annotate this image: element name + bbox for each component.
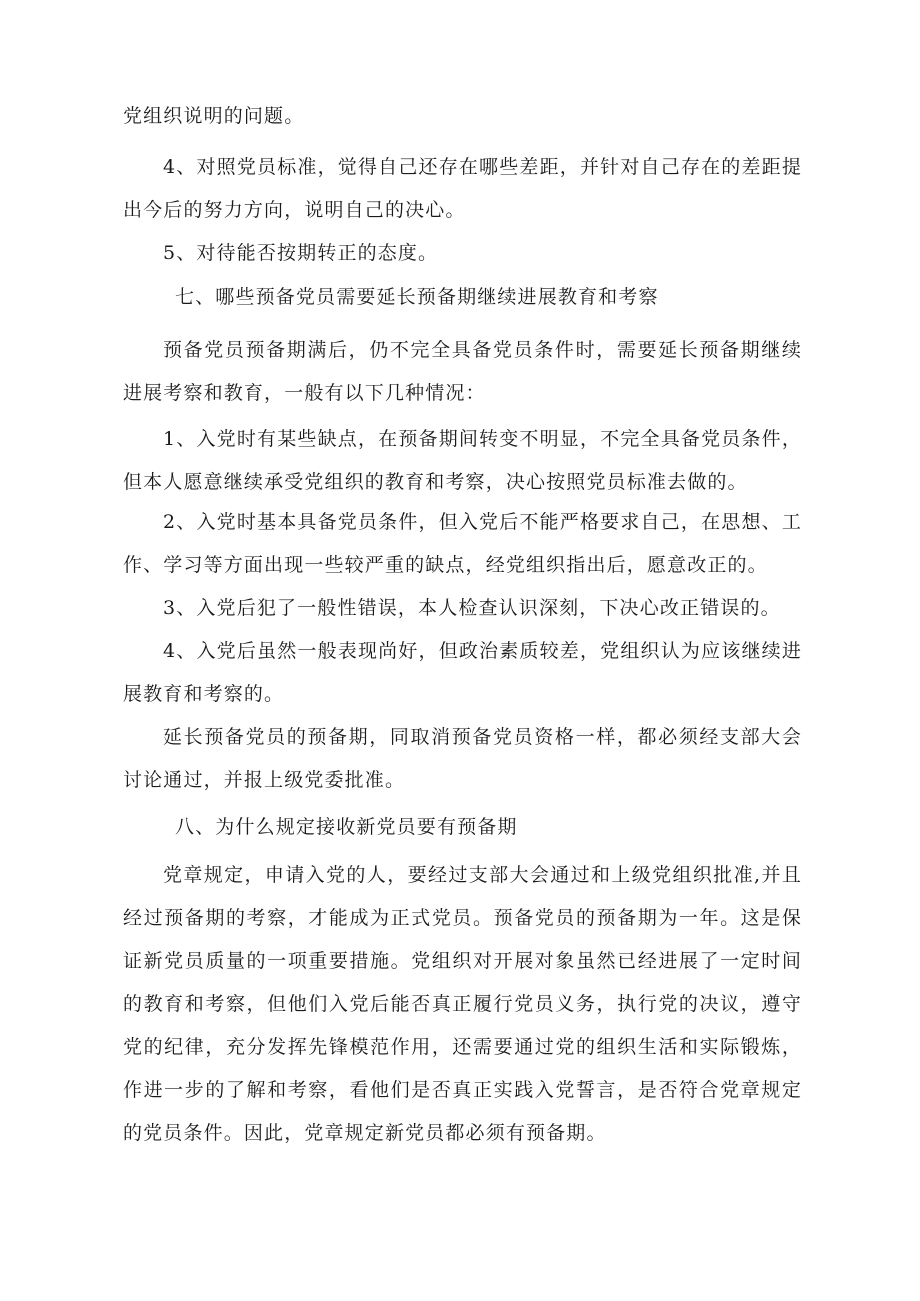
paragraph-item-5-attitude: 5、对待能否按期转正的态度。: [163, 242, 439, 264]
paragraph-approval-rule: 延长预备党员的预备期，同取消预备党员资格一样，都必须经支部大会讨论通过，并报上级党委批准。: [123, 726, 802, 791]
paragraph-case-3: 3、入党后犯了一般性错误，本人检查认识深刻，下决心改正错误的。: [163, 597, 781, 619]
section-heading-seven: 七、哪些预备党员需要延长预备期继续进展教育和考察: [175, 286, 659, 308]
paragraph-continuation: 党组织说明的问题。: [123, 105, 305, 127]
paragraph-case-2: 2、入党时基本具备党员条件，但入党后不能严格要求自己，在思想、工作、学习等方面出现一些较严重的缺点，经党组织指出后，愿意改正的。: [123, 511, 802, 576]
paragraph-extension-intro: 预备党员预备期满后，仍不完全具备党员条件时，需要延长预备期继续进展考察和教育，一般有以下几种情况：: [123, 339, 802, 404]
paragraph-probation-rationale: 党章规定，申请入党的人，要经过支部大会通过和上级党组织批准,并且经过预备期的考察，才能成为正式党员。预备党员的预备期为一年。这是保证新党员质量的一项重要措施。党组织对开展对象虽然已经进展了一定时间的教育和考察，但他们入党后能否真正履行党员义务，执行党的决议，遵守党的纪律，充分发挥先锋模范作用，还需要通过党的组织生活和实际锻炼，作进一步的了解和考察，看他们是否真正实践入党誓言，是否符合党章规定的党员条件。因此，党章规定新党员都必须有预备期。: [123, 864, 802, 1144]
paragraph-item-4-self-assessment: 4、对照党员标准，觉得自己还存在哪些差距，并针对自己存在的差距提出今后的努力方向，说明自己的决心。: [123, 156, 802, 221]
section-heading-eight: 八、为什么规定接收新党员要有预备期: [175, 816, 518, 838]
paragraph-case-4: 4、入党后虽然一般表现尚好，但政治素质较差，党组织认为应该继续进展教育和考察的。: [123, 640, 802, 705]
paragraph-case-1: 1、入党时有某些缺点，在预备期间转变不明显，不完全具备党员条件，但本人愿意继续承受党组织的教育和考察，决心按照党员标准去做的。: [123, 428, 802, 493]
